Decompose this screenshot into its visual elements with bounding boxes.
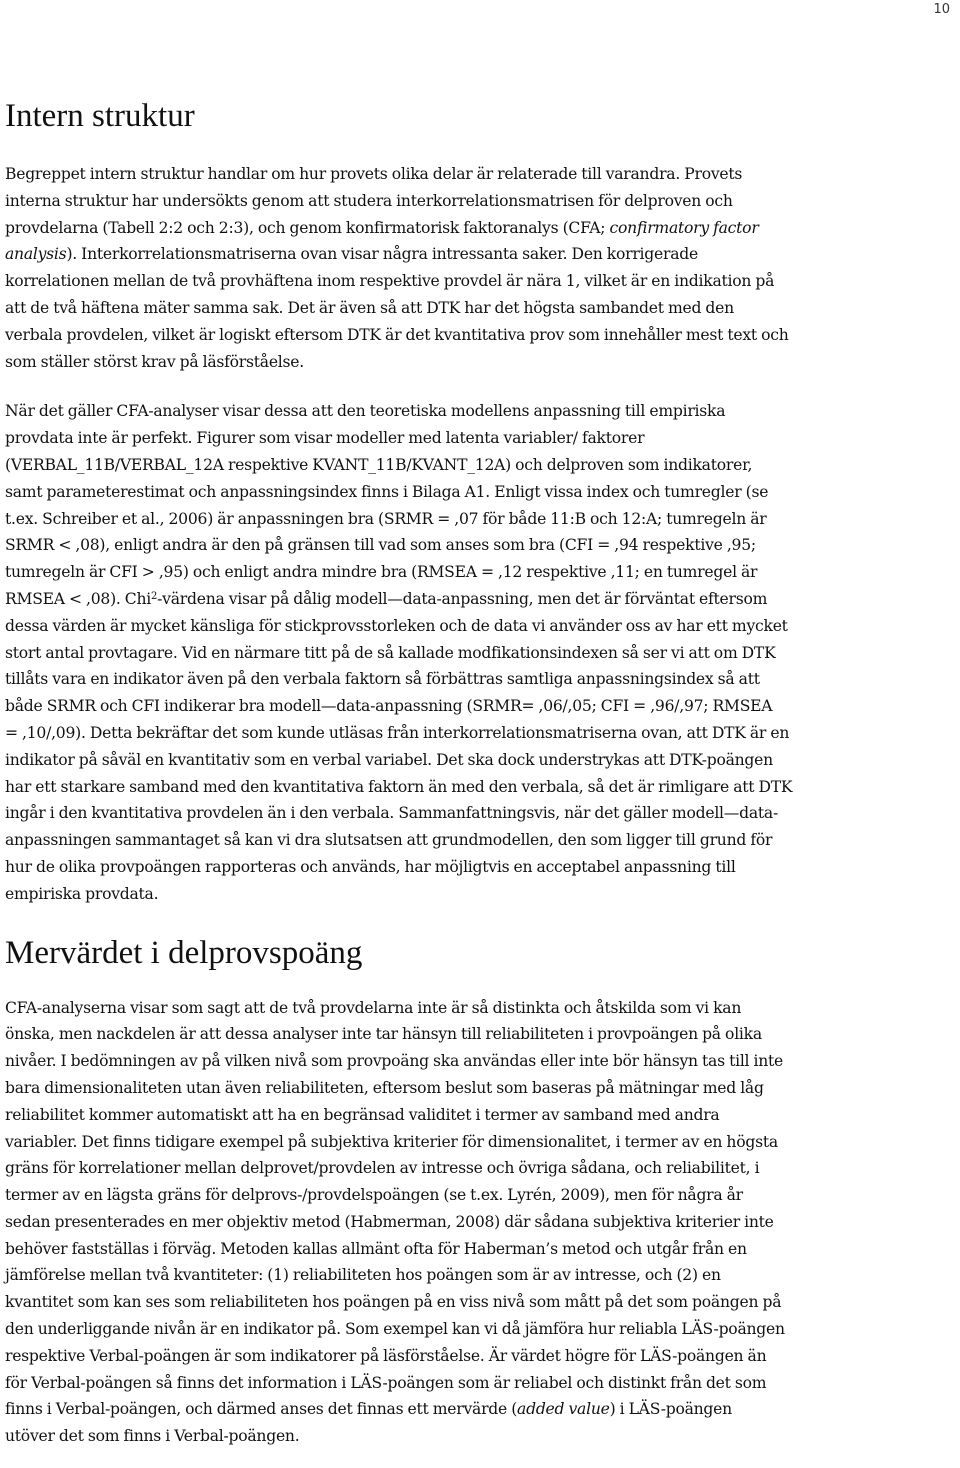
text-line: önska, men nackdelen är att dessa analyser inte tar hänsyn till reliabiliteten i provpoängen på olika bbox=[5, 1025, 762, 1044]
paragraph-mervardet-1 bbox=[5, 995, 945, 1451]
text-line: CFA-analyserna visar som sagt att de två provdelarna inte är så distinkta och åtskilda som vi kan bbox=[5, 998, 742, 1017]
text-line: stort antal provtagare. Vid en närmare titt på de så kallade modfikationsindexen så ser vi att om DTK bbox=[5, 643, 776, 662]
text-line: den underliggande nivån är en indikator på. Som exempel kan vi då jämföra hur reliabla LÄS-poängen bbox=[5, 1320, 785, 1339]
text-line: utöver det som finns i Verbal-poängen. bbox=[5, 1427, 300, 1446]
text-line: respektive Verbal-poängen är som indikatorer på läsförståelse. Är värdet högre för LÄS-poängen än bbox=[5, 1346, 767, 1365]
paragraph-intern-struktur-2 bbox=[5, 398, 945, 907]
section-heading-intern-struktur: Intern struktur bbox=[5, 98, 195, 134]
text-line: variabler. Det finns tidigare exempel på subjektiva kriterier för dimensionalitet, i termer av en högsta bbox=[5, 1132, 778, 1151]
text-line: verbala provdelen, vilket är logiskt eftersom DTK är det kvantitativa prov som innehåller mest text och bbox=[5, 325, 789, 344]
text-line: behöver fastställas i förväg. Metoden kallas allmänt ofta för Haberman’s metod och utgår från en bbox=[5, 1239, 747, 1258]
text-line: = ,10/,09). Detta bekräftar det som kunde utläsas från interkorrelationsmatriserna ovan, att DTK är en bbox=[5, 723, 790, 742]
text-line: provdelarna (Tabell 2:2 och 2:3), och genom konfirmatorisk faktoranalys (CFA; confirmatory factor bbox=[5, 218, 759, 237]
superscript: 2 bbox=[151, 590, 158, 602]
paragraph-intern-struktur-1 bbox=[5, 161, 945, 375]
text-line: SRMR < ,08), enligt andra är den på gränsen till vad som anses som bra (CFI = ,94 respektive ,95; bbox=[5, 536, 756, 555]
text-line: gräns för korrelationer mellan delprovet/provdelen av intresse och övriga sådana, och reliabilitet, i bbox=[5, 1159, 760, 1178]
text-line: hur de olika provpoängen rapporteras och används, har möjligtvis en acceptabel anpassning till bbox=[5, 857, 736, 876]
text-line: interna struktur har undersökts genom att studera interkorrelationsmatrisen för delproven och bbox=[5, 191, 733, 210]
text-line: RMSEA < ,08). Chi$^2$-värdena visar på dålig modell—data-anpassning, men det är förväntat eftersom bbox=[5, 589, 768, 608]
text-line: för Verbal-poängen så finns det information i LÄS-poängen som är reliabel och distinkt från det som bbox=[5, 1373, 767, 1392]
text-line: sedan presenterades en mer objektiv metod (Habmerman, 2008) där sådana subjektiva kriterier inte bbox=[5, 1212, 774, 1231]
text-line: kvantitet som kan ses som reliabiliteten hos poängen på en viss nivå som mått på det som poängen på bbox=[5, 1293, 782, 1312]
text-line: dessa värden är mycket känsliga för stickprovsstorleken och de data vi använder oss av har ett mycket bbox=[5, 616, 788, 635]
text-line: (VERBAL_11B/VERBAL_12A respektive KVANT_11B/KVANT_12A) och delproven som indikatorer, bbox=[5, 455, 753, 474]
text-line: jämförelse mellan två kvantiteter: (1) reliabiliteten hos poängen som är av intresse, och (2) en bbox=[5, 1266, 721, 1285]
text-line: tillåts vara en indikator även på den verbala faktorn så förbättras samtliga anpassningsindex så att bbox=[5, 670, 760, 689]
text-line: indikator på såväl en kvantitativ som en verbal variabel. Det ska dock understrykas att DTK-poängen bbox=[5, 750, 773, 769]
italic-term: confirmatory factor bbox=[609, 218, 759, 237]
text-line: När det gäller CFA-analyser visar dessa att den teoretiska modellens anpassning till empiriska bbox=[5, 402, 726, 421]
section-heading-mervardet: Mervärdet i delprovspoäng bbox=[5, 934, 363, 971]
text-line: samt parameterestimat och anpassningsindex finns i Bilaga A1. Enligt vissa index och tumregler (se bbox=[5, 482, 769, 501]
text-line: provdata inte är perfekt. Figurer som visar modeller med latenta variabler/ faktorer bbox=[5, 429, 645, 448]
text-line: både SRMR och CFI indikerar bra modell—data-anpassning (SRMR= ,06/,05; CFI = ,96/,97; RMSEA bbox=[5, 697, 773, 716]
text-line: att de två häftena mäter samma sak. Det är även så att DTK har det högsta sambandet med den bbox=[5, 298, 734, 317]
italic-term: analysis bbox=[5, 245, 67, 264]
text-line: nivåer. I bedömningen av på vilken nivå som provpoäng ska användas eller inte bör hänsyn tas till inte bbox=[5, 1052, 784, 1071]
text-line: bara dimensionaliteten utan även reliabiliteten, eftersom beslut som baseras på mätningar med låg bbox=[5, 1078, 764, 1097]
text-line: korrelationen mellan de två provhäftena inom respektive provdel är nära 1, vilket är en indikation på bbox=[5, 272, 775, 291]
text-line: har ett starkare samband med den kvantitativa faktorn än med den verbala, så det är rimligare att DTK bbox=[5, 777, 793, 796]
text-line: empiriska provdata. bbox=[5, 884, 159, 903]
text-line: reliabilitet kommer automatiskt att ha en begränsad validitet i termer av samband med andra bbox=[5, 1105, 720, 1124]
text-line: finns i Verbal-poängen, och därmed anses det finnas ett mervärde (added value) i LÄS-poängen bbox=[5, 1400, 732, 1419]
text-line: termer av en lägsta gräns för delprovs-/provdelspoängen (se t.ex. Lyrén, 2009), men för några år bbox=[5, 1186, 743, 1205]
text-line: t.ex. Schreiber et al., 2006) är anpassningen bra (SRMR = ,07 för både 11:B och 12:A; tumregeln är bbox=[5, 509, 767, 528]
text-line: tumregeln är CFI > ,95) och enligt andra mindre bra (RMSEA = ,12 respektive ,11; en tumregel är bbox=[5, 563, 758, 582]
text-line: ingår i den kvantitativa provdelen än i den verbala. Sammanfattningsvis, när det gäller modell—data- bbox=[5, 804, 778, 823]
text-line: Begreppet intern struktur handlar om hur provets olika delar är relaterade till varandra. Provets bbox=[5, 165, 743, 183]
text-line: som ställer störst krav på läsförståelse. bbox=[5, 352, 304, 371]
document-body bbox=[5, 96, 945, 1450]
italic-term: added value bbox=[517, 1400, 610, 1419]
text-line: anpassningen sammantaget så kan vi dra slutsatsen att grundmodellen, den som ligger till grund för bbox=[5, 831, 773, 850]
text-line: analysis). Interkorrelationsmatriserna ovan visar några intressanta saker. Den korrigerade bbox=[5, 245, 698, 264]
page-number: 10 bbox=[933, 2, 950, 17]
